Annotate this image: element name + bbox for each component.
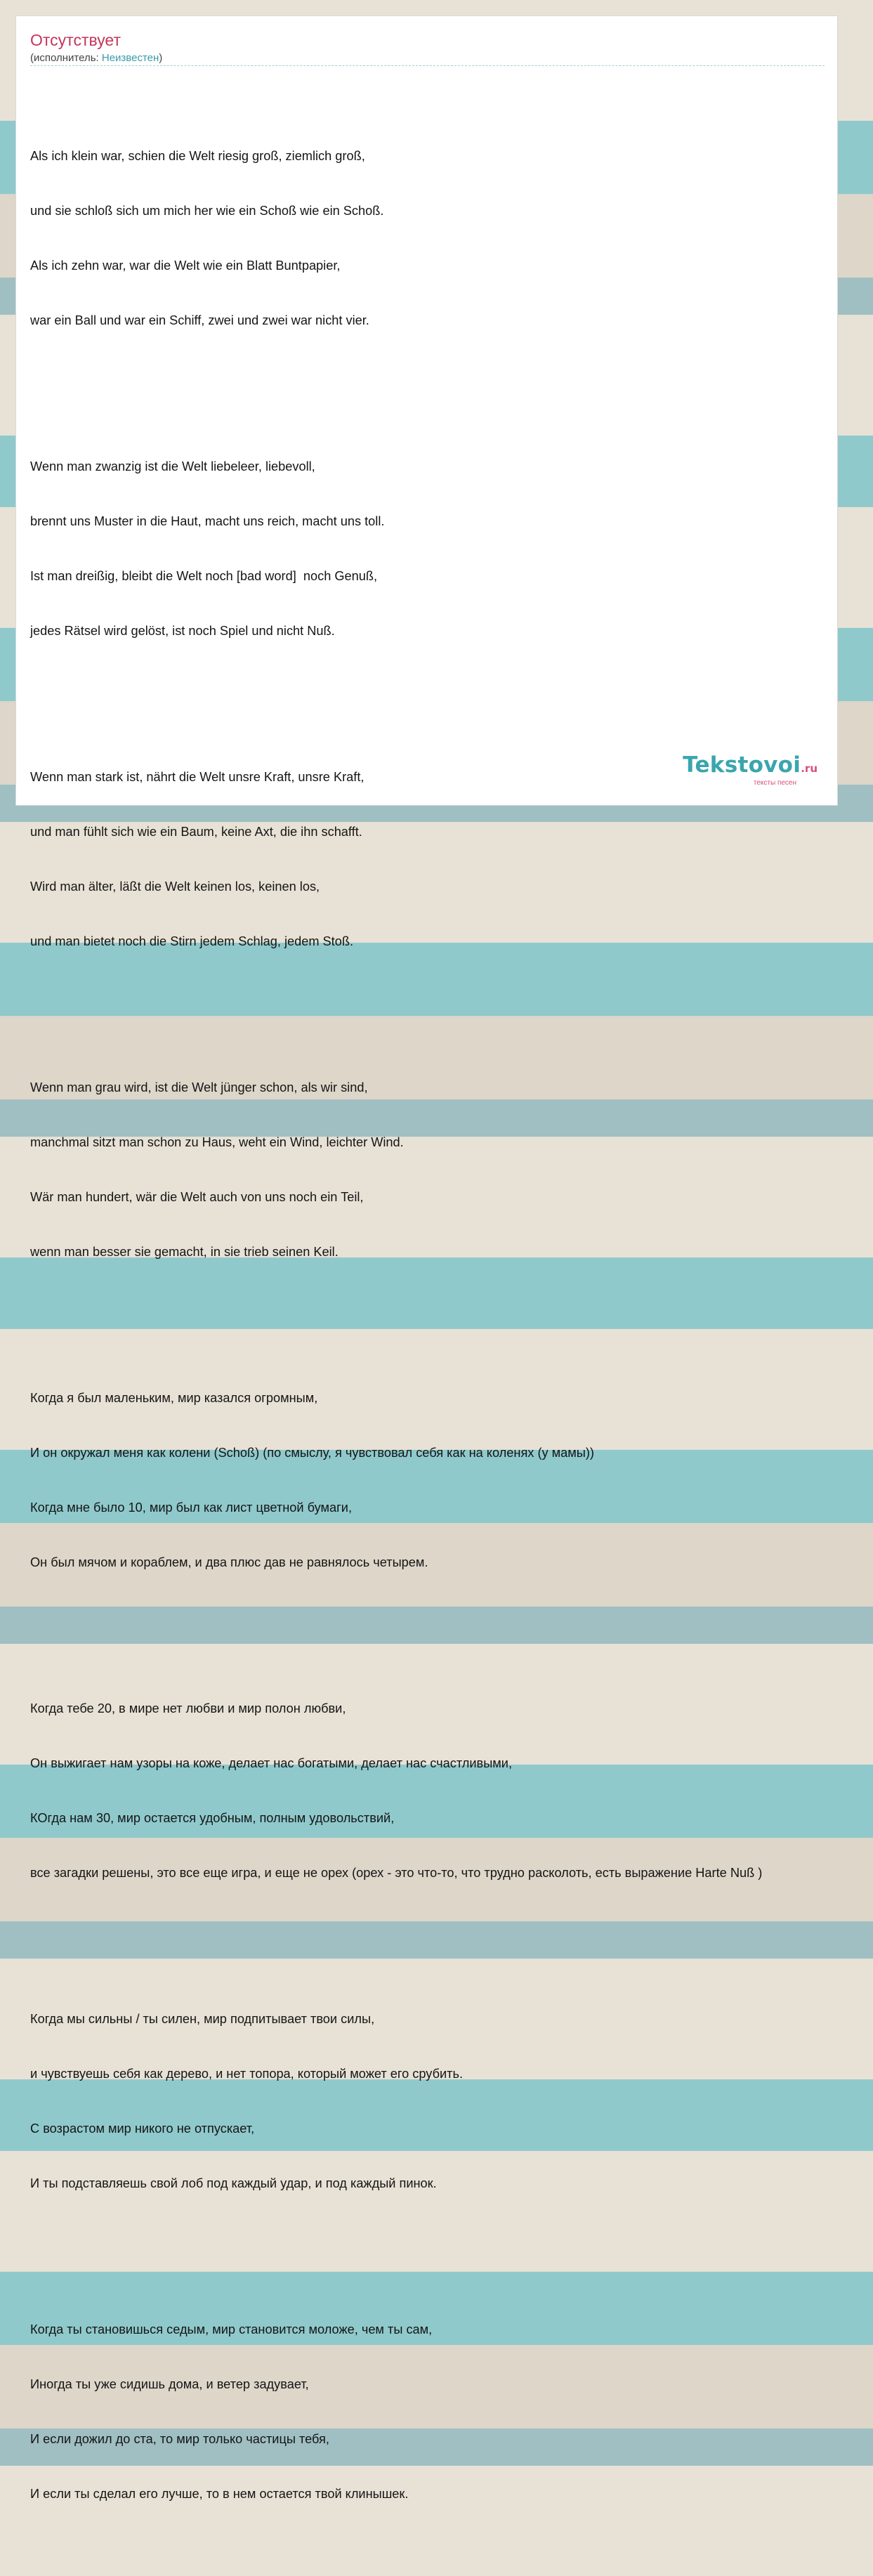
lyric-line: war ein Ball und war ein Schiff, zwei und zwei war nicht vier. [30,313,369,327]
lyric-line: wenn man besser sie gemacht, in sie trieb seinen Keil. [30,1245,339,1259]
lyric-line: Иногда ты уже сидишь дома, и ветер задувает, [30,2377,309,2391]
lyric-line: Когда тебе 20, в мире нет любви и мир полон любви, [30,1701,346,1715]
lyric-line: Wär man hundert, wär die Welt auch von uns noch ein Teil, [30,1190,364,1204]
lyric-line: Ist man dreißig, bleibt die Welt noch [bad word] noch Genuß, [30,569,378,583]
lyric-line: Als ich klein war, schien die Welt riesig groß, ziemlich groß, [30,149,365,163]
artist-prefix: (исполнитель: [30,52,102,64]
stanza [30,110,873,366]
lyrics-card [15,15,838,2501]
lyric-line: und man bietet noch die Stirn jedem Schlag, jedem Stoß. [30,934,353,948]
stanza [30,1352,873,1608]
lyric-line: Als ich zehn war, war die Welt wie ein Blatt Buntpapier, [30,259,341,273]
lyric-line: Он выжигает нам узоры на коже, делает нас богатыми, делает нас счастливыми, [30,1756,512,1770]
lyrics-text [30,74,873,2576]
lyric-line: Wenn man stark ist, nährt die Welt unsre Kraft, unsre Kraft, [30,770,365,784]
lyric-line: brennt uns Muster in die Haut, macht uns reich, macht uns toll. [30,514,385,528]
logo-name: Tekstovoi [683,752,801,778]
lyric-line: И если ты сделал его лучше, то в нем остается твой клинышек. [30,2487,409,2501]
lyric-line: jedes Rätsel wird gelöst, ist noch Spiel und nicht Nuß. [30,624,335,638]
lyric-line: И если дожил до ста, то мир только частицы тебя, [30,2432,329,2446]
lyric-line: Он был мячом и кораблем, и два плюс дав не равнялось четырем. [30,1555,428,1569]
lyric-line: Wenn man zwanzig ist die Welt liebeleer, liebevoll, [30,459,315,473]
artist-suffix: ) [159,52,163,64]
stanza [30,1973,873,2229]
artist-link[interactable]: Неизвестен [101,52,159,64]
logo-tld: .ru [801,762,818,775]
logo-tagline: тексты песен [753,779,796,787]
lyric-line: и чувствуешь себя как дерево, и нет топора, который может его срубить. [30,2067,464,2081]
stanza [30,1042,873,1297]
title-divider [30,65,825,66]
lyric-line: С возрастом мир никого не отпускает, [30,2121,255,2136]
stanza [30,2284,873,2539]
lyric-line: И ты подставляешь свой лоб под каждый удар, и под каждый пинок. [30,2176,437,2190]
stanza [30,1663,873,1918]
lyric-line: manchmal sitzt man schon zu Haus, weht ein Wind, leichter Wind. [30,1135,404,1149]
artist-line [30,51,162,65]
lyric-line: und man fühlt sich wie ein Baum, keine Axt, die ihn schafft. [30,825,362,839]
lyric-line: Когда я был маленьким, мир казался огромным, [30,1391,318,1405]
lyric-line: und sie schloß sich um mich her wie ein Schoß wie ein Schoß. [30,204,384,218]
lyric-line: Когда мы сильны / ты силен, мир подпитывает твои силы, [30,2012,375,2026]
lyric-line: КОгда нам 30, мир остается удобным, полным удовольствий, [30,1811,395,1825]
lyric-line: все загадки решены, это все еще игра, и еще не орех (орех - это что-то, что трудно расколоть, есть выражение Harte Nuß ) [30,1866,763,1880]
lyric-line: Wenn man grau wird, ist die Welt jünger schon, als wir sind, [30,1080,368,1094]
site-logo[interactable] [683,754,818,787]
stanza [30,421,873,676]
lyric-line: Когда ты становишься седым, мир становится моложе, чем ты сам, [30,2322,433,2336]
lyric-line: Когда мне было 10, мир был как лист цветной бумаги, [30,1501,353,1515]
lyric-line: И он окружал меня как колени (Schoß) (по смыслу, я чувствовал себя как на коленях (у мамы)) [30,1446,594,1460]
song-title: Отсутствует [30,31,121,49]
lyric-line: Wird man älter, läßt die Welt keinen los, keinen los, [30,880,320,894]
logo-wordmark [683,754,818,780]
